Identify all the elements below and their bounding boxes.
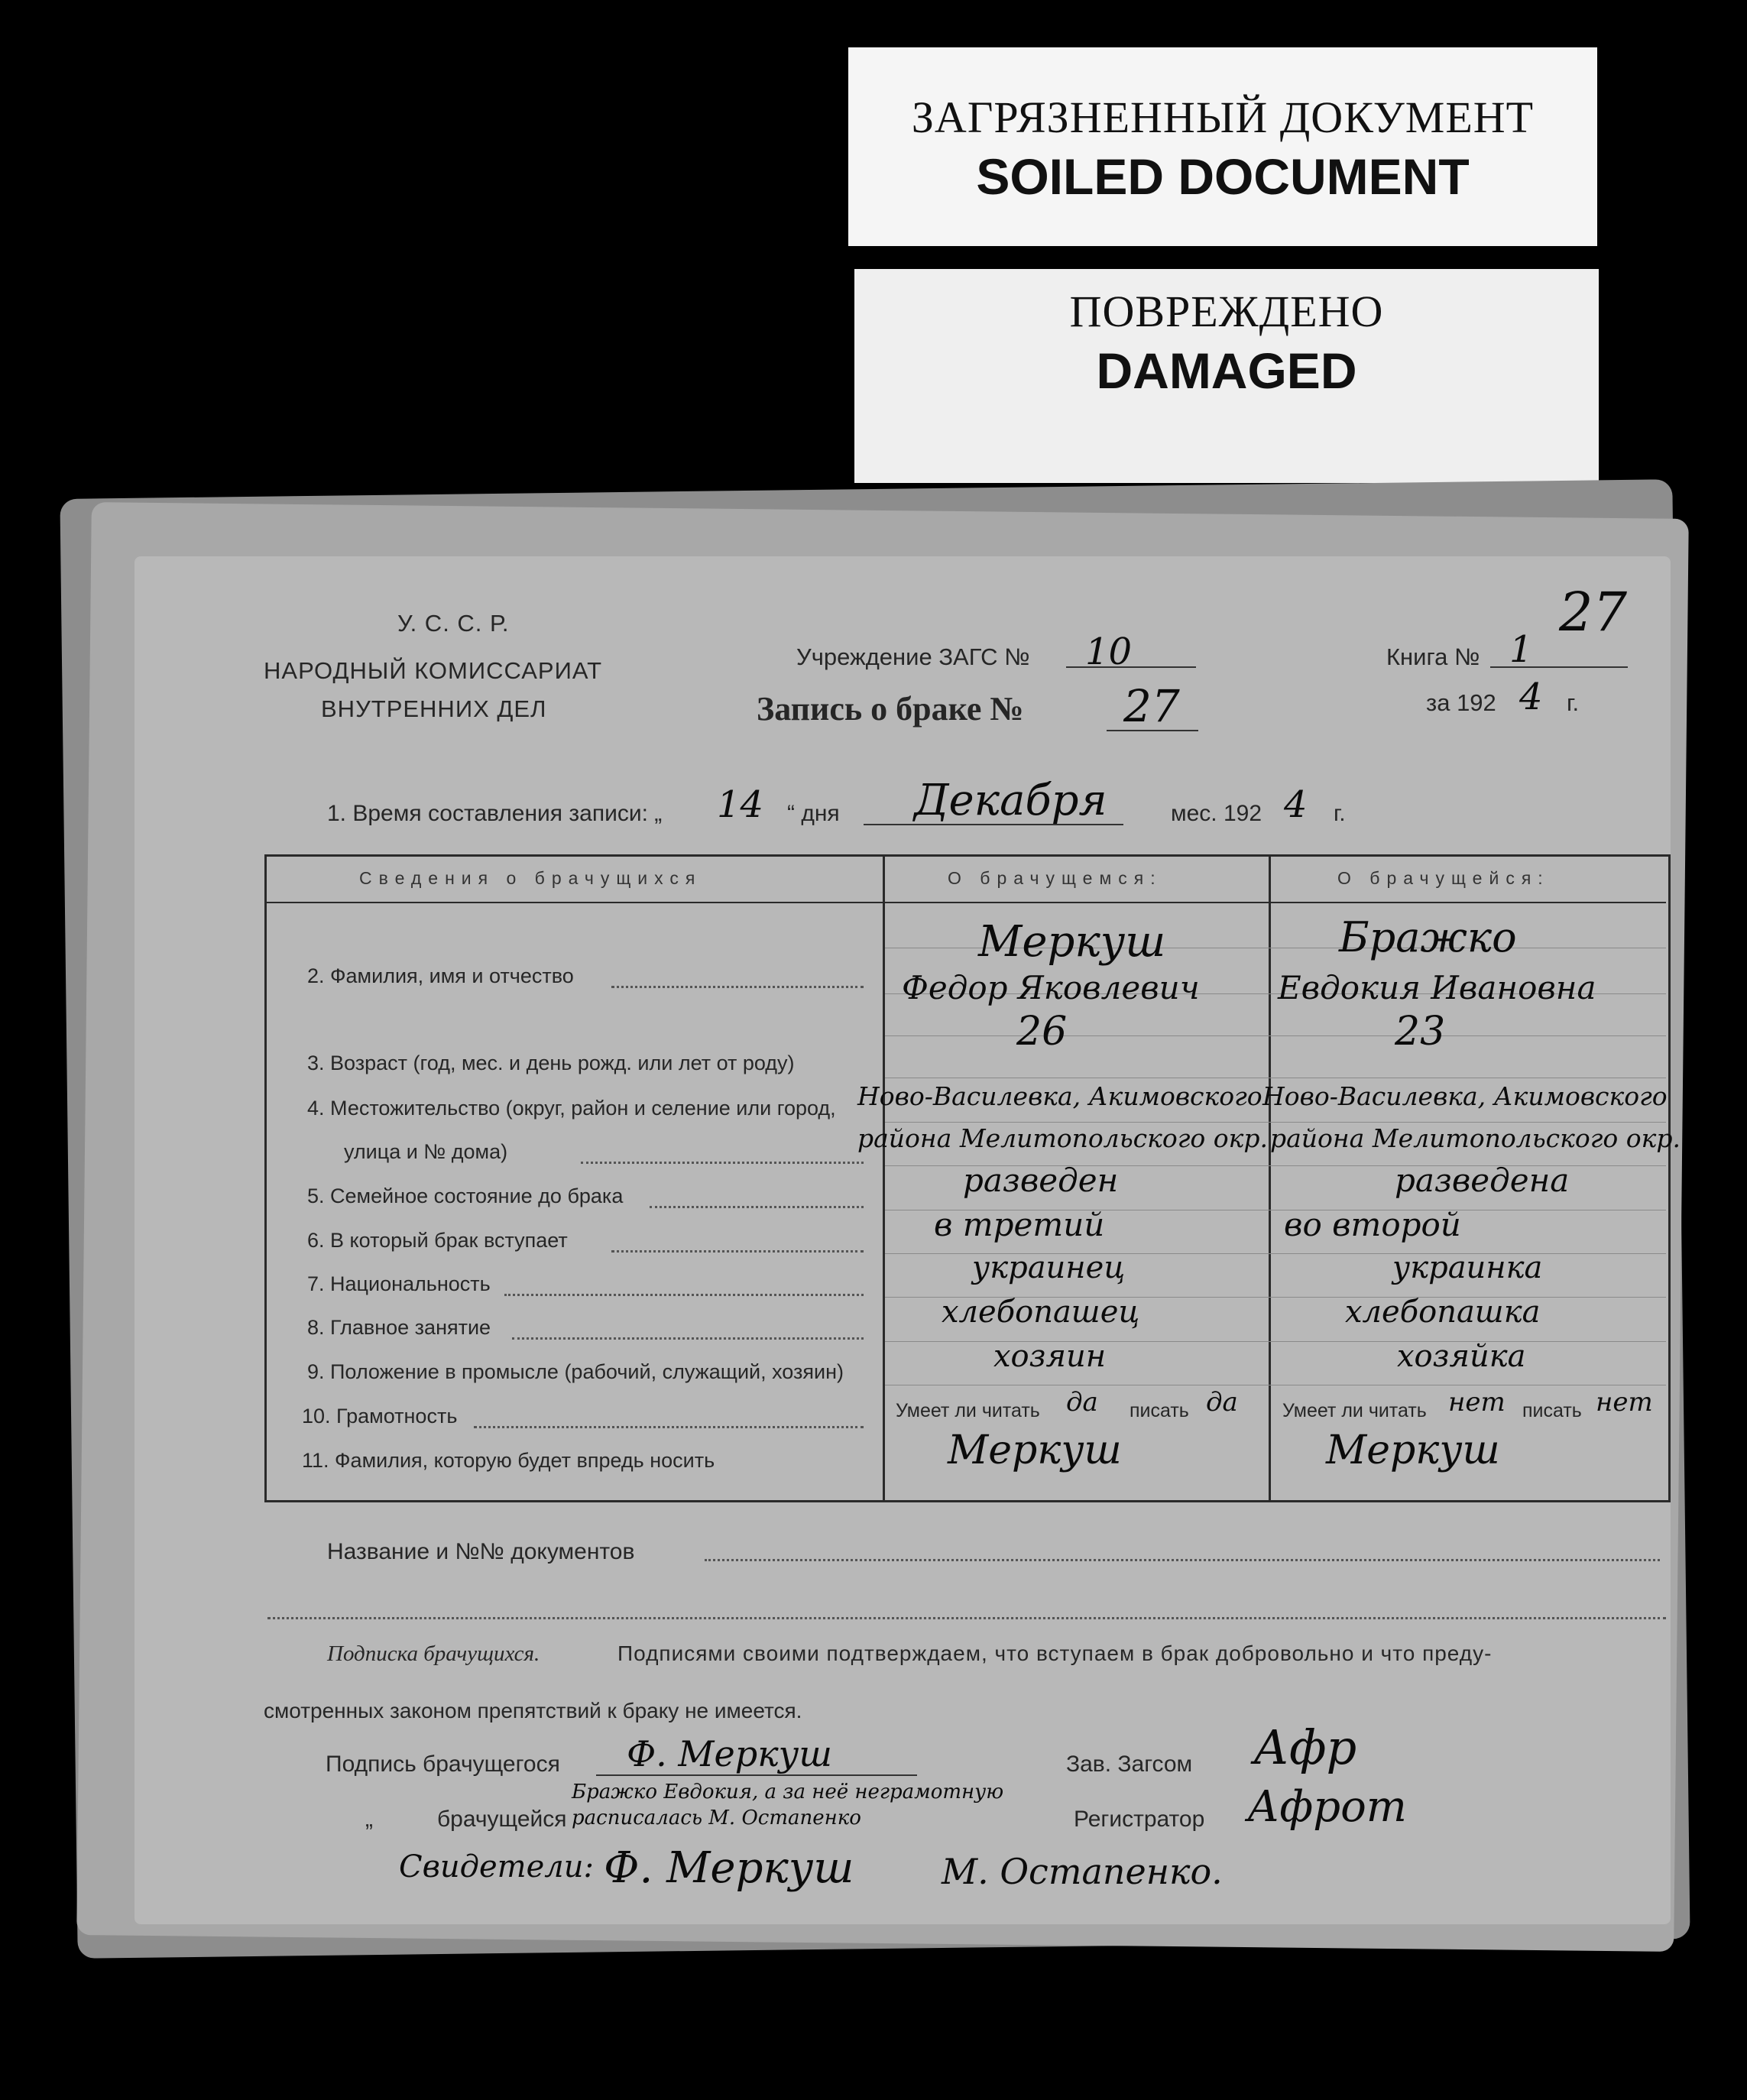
groom-trade-position: хозяин xyxy=(993,1339,1107,1374)
groom-residence-2: района Мелитопольского окр. xyxy=(857,1123,1268,1153)
row-label-literacy: 10. Грамотность xyxy=(302,1405,458,1428)
book-underline xyxy=(1490,666,1628,668)
month-value: Декабря xyxy=(914,776,1107,825)
dots-name xyxy=(611,986,864,988)
book-value: 1 xyxy=(1509,628,1533,671)
documents-line-2 xyxy=(267,1617,1666,1619)
groom-occupation: хлебопашец xyxy=(942,1295,1140,1330)
bride-marital-status: разведена xyxy=(1395,1162,1570,1199)
groom-marital-status: разведен xyxy=(963,1162,1119,1199)
row-label-occupation: 8. Главное занятие xyxy=(307,1316,491,1339)
day-label: “ дня xyxy=(787,801,840,826)
witness-signature-2: М. Остапенко. xyxy=(942,1851,1223,1892)
table-header-line xyxy=(264,902,1666,903)
bride-nationality: украинка xyxy=(1392,1250,1543,1285)
registry-office-value: 10 xyxy=(1085,630,1133,673)
groom-nationality: украинец xyxy=(972,1250,1126,1285)
office-underline xyxy=(1066,666,1196,668)
registry-head-label: Зав. Загсом xyxy=(1066,1752,1193,1777)
row-label-trade-position: 9. Положение в промысле (рабочий, служащий, хозяин) xyxy=(307,1360,844,1383)
book-label: Книга № xyxy=(1386,643,1480,670)
row-label-age: 3. Возраст (год, мес. и день рожд. или лет от роду) xyxy=(307,1052,795,1074)
row-label-street: улица и № дома) xyxy=(344,1140,508,1163)
documents-line xyxy=(705,1559,1660,1561)
bride-future-surname: Меркуш xyxy=(1326,1428,1500,1473)
commissariat-line1: НАРОДНЫЙ КОМИССАРИАТ xyxy=(264,657,603,684)
damaged-label-en: DAMAGED xyxy=(1096,342,1357,399)
documents-label: Название и №№ документов xyxy=(327,1539,635,1564)
column-header-info: Сведения о брачущихся xyxy=(359,868,702,888)
groom-given-names: Федор Яковлевич xyxy=(902,969,1200,1006)
dots-literacy xyxy=(474,1426,864,1428)
registrar-label: Регистратор xyxy=(1074,1807,1205,1832)
groom-surname: Меркуш xyxy=(978,917,1166,967)
bride-given-names: Евдокия Ивановна xyxy=(1278,969,1596,1006)
groom-write-value: да xyxy=(1206,1387,1238,1418)
dots-marriage-count xyxy=(611,1250,864,1253)
dots-occupation xyxy=(512,1337,864,1340)
dots-nationality xyxy=(504,1294,864,1296)
soiled-document-label xyxy=(848,47,1597,246)
commissariat-line2: ВНУТРЕННИХ ДЕЛ xyxy=(321,695,547,722)
table-divider-groom xyxy=(883,854,885,1500)
corner-page-number: 27 xyxy=(1559,581,1628,643)
row-label-marital-status: 5. Семейное состояние до брака xyxy=(307,1184,624,1207)
bride-read-value: нет xyxy=(1448,1387,1506,1418)
month-year-suffix: г. xyxy=(1334,801,1346,826)
answer-rule xyxy=(885,1122,1666,1123)
column-header-groom: О брачущемся: xyxy=(948,868,1162,888)
row-label-nationality: 7. Национальность xyxy=(307,1272,491,1295)
groom-read-label: Умеет ли читать xyxy=(896,1400,1040,1421)
groom-residence-1: Ново-Василевка, Акимовского xyxy=(857,1081,1262,1111)
year-suffix: г. xyxy=(1567,689,1580,716)
year-value: 4 xyxy=(1519,676,1543,718)
registrar-signature: Афрот xyxy=(1247,1782,1407,1832)
bride-marriage-count: во второй xyxy=(1284,1206,1461,1243)
bride-read-label: Умеет ли читать xyxy=(1282,1400,1427,1421)
bride-surname: Бражко xyxy=(1339,913,1517,961)
day-value: 14 xyxy=(717,783,764,826)
groom-signature-line xyxy=(596,1774,917,1776)
soiled-label-ru: ЗАГРЯЗНЕННЫЙ ДОКУМЕНТ xyxy=(911,92,1535,142)
record-number: 27 xyxy=(1123,680,1180,732)
row-label-residence: 4. Местожительство (округ, район и селение или город, xyxy=(307,1097,836,1120)
bride-write-value: нет xyxy=(1596,1387,1653,1418)
bride-occupation: хлебопашка xyxy=(1345,1295,1541,1330)
soiled-label-en: SOILED DOCUMENT xyxy=(976,148,1470,205)
answer-rule xyxy=(885,1035,1666,1036)
oath-text: Подписями своими подтверждаем, что вступаем в брак добровольно и что преду- xyxy=(617,1641,1493,1665)
month-year-label: мес. 192 xyxy=(1171,801,1262,826)
year-label: за 192 xyxy=(1426,689,1496,716)
damaged-label-ru: ПОВРЕЖДЕНО xyxy=(1069,287,1384,336)
time-label: 1. Время составления записи: „ xyxy=(327,801,663,826)
bride-residence-2: района Мелитопольского окр. xyxy=(1270,1123,1681,1153)
groom-read-value: да xyxy=(1066,1387,1098,1418)
registry-office-label: Учреждение ЗАГС № xyxy=(796,643,1030,670)
groom-write-label: писать xyxy=(1130,1400,1189,1421)
groom-marriage-count: в третий xyxy=(934,1206,1105,1243)
groom-future-surname: Меркуш xyxy=(948,1428,1122,1473)
table-divider-bride xyxy=(1269,854,1271,1500)
record-underline xyxy=(1107,730,1198,731)
bride-write-label: писать xyxy=(1522,1400,1582,1421)
bride-residence-1: Ново-Василевка, Акимовского xyxy=(1262,1081,1668,1111)
month-year-value: 4 xyxy=(1284,783,1308,826)
damaged-label xyxy=(854,269,1599,483)
record-title: Запись о браке № xyxy=(757,690,1024,728)
column-header-bride: О брачущейся: xyxy=(1337,868,1550,888)
groom-age: 26 xyxy=(1016,1009,1068,1055)
registry-head-signature: Афр xyxy=(1253,1719,1357,1775)
row-label-name: 2. Фамилия, имя и отчество xyxy=(307,964,574,987)
bride-trade-position: хозяйка xyxy=(1397,1339,1526,1374)
month-underline xyxy=(864,824,1123,825)
bride-signature: Бражко Евдокия, а за неё неграмотную расписалась М. Остапенко xyxy=(572,1781,1004,1829)
dots-street xyxy=(581,1162,864,1164)
groom-signature: Ф. Меркуш xyxy=(627,1733,832,1774)
oath-text-2: смотренных законом препятствий к браку не имеется. xyxy=(264,1699,802,1722)
row-label-future-surname: 11. Фамилия, которую будет впредь носить xyxy=(302,1449,715,1472)
row-label-marriage-count: 6. В который брак вступает xyxy=(307,1229,568,1252)
witness-signature-1: Ф. Меркуш xyxy=(604,1843,854,1893)
witnesses-label: Свидетели: xyxy=(399,1849,594,1884)
bride-signature-prefix: „ xyxy=(365,1807,373,1832)
dots-marital xyxy=(650,1206,864,1208)
oath-heading: Подписка брачущихся. xyxy=(327,1641,540,1666)
republic-label: У. С. С. Р. xyxy=(397,610,510,637)
groom-signature-label: Подпись брачущегося xyxy=(326,1752,560,1777)
bride-signature-label: брачущейся xyxy=(437,1807,567,1832)
bride-age: 23 xyxy=(1395,1009,1446,1055)
